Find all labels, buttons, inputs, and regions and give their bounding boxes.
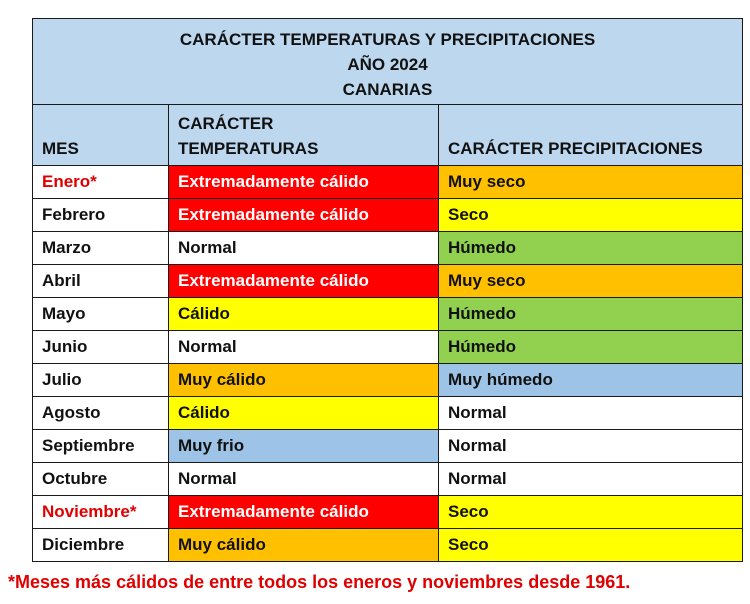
cell-mes: Septiembre	[33, 430, 169, 463]
cell-precipitacion: Seco	[439, 529, 743, 562]
table-row	[33, 199, 743, 232]
header-temp-line-2: TEMPERATURAS	[178, 139, 319, 158]
cell-precipitacion: Normal	[439, 430, 743, 463]
table-row	[33, 166, 743, 199]
table-row	[33, 430, 743, 463]
cell-temperatura: Cálido	[169, 298, 439, 331]
cell-temperatura: Muy frio	[169, 430, 439, 463]
title-row	[33, 19, 743, 105]
cell-precipitacion: Húmedo	[439, 331, 743, 364]
cell-precipitacion: Muy húmedo	[439, 364, 743, 397]
table-row	[33, 496, 743, 529]
table-title	[33, 19, 743, 105]
cell-precipitacion: Muy seco	[439, 265, 743, 298]
cell-mes: Marzo	[33, 232, 169, 265]
table-row	[33, 364, 743, 397]
cell-mes: Noviembre*	[33, 496, 169, 529]
cell-precipitacion: Muy seco	[439, 166, 743, 199]
cell-precipitacion: Seco	[439, 199, 743, 232]
table-row	[33, 463, 743, 496]
cell-temperatura: Extremadamente cálido	[169, 166, 439, 199]
cell-precipitacion: Húmedo	[439, 232, 743, 265]
cell-precipitacion: Normal	[439, 463, 743, 496]
title-line-3: CANARIAS	[342, 80, 433, 99]
footnote: *Meses más cálidos de entre todos los eneros y noviembres desde 1961.	[8, 572, 631, 592]
table-row	[33, 397, 743, 430]
climate-table	[32, 18, 743, 562]
cell-precipitacion: Normal	[439, 397, 743, 430]
cell-mes: Mayo	[33, 298, 169, 331]
header-temp-line-1: CARÁCTER	[178, 114, 274, 133]
cell-temperatura: Normal	[169, 331, 439, 364]
cell-temperatura: Extremadamente cálido	[169, 265, 439, 298]
cell-temperatura: Cálido	[169, 397, 439, 430]
cell-mes: Abril	[33, 265, 169, 298]
table-row	[33, 529, 743, 562]
header-precipitaciones	[439, 105, 743, 166]
cell-temperatura: Normal	[169, 463, 439, 496]
cell-temperatura: Extremadamente cálido	[169, 496, 439, 529]
cell-mes: Febrero	[33, 199, 169, 232]
cell-mes: Julio	[33, 364, 169, 397]
table-row	[33, 232, 743, 265]
cell-mes: Diciembre	[33, 529, 169, 562]
cell-mes: Enero*	[33, 166, 169, 199]
cell-precipitacion: Húmedo	[439, 298, 743, 331]
table-row	[33, 265, 743, 298]
header-row	[33, 105, 743, 166]
cell-temperatura: Muy cálido	[169, 364, 439, 397]
cell-mes: Octubre	[33, 463, 169, 496]
header-mes	[33, 105, 169, 166]
title-line-2: AÑO 2024	[347, 55, 428, 74]
cell-temperatura: Extremadamente cálido	[169, 199, 439, 232]
cell-mes: Agosto	[33, 397, 169, 430]
cell-mes: Junio	[33, 331, 169, 364]
table-row	[33, 298, 743, 331]
title-line-1: CARÁCTER TEMPERATURAS Y PRECIPITACIONES	[179, 30, 596, 49]
table-row	[33, 331, 743, 364]
cell-temperatura: Muy cálido	[169, 529, 439, 562]
header-mes-label: MES	[42, 139, 79, 158]
header-temperaturas	[169, 105, 439, 166]
cell-precipitacion: Seco	[439, 496, 743, 529]
cell-temperatura: Normal	[169, 232, 439, 265]
header-precip-label: CARÁCTER PRECIPITACIONES	[448, 139, 703, 158]
